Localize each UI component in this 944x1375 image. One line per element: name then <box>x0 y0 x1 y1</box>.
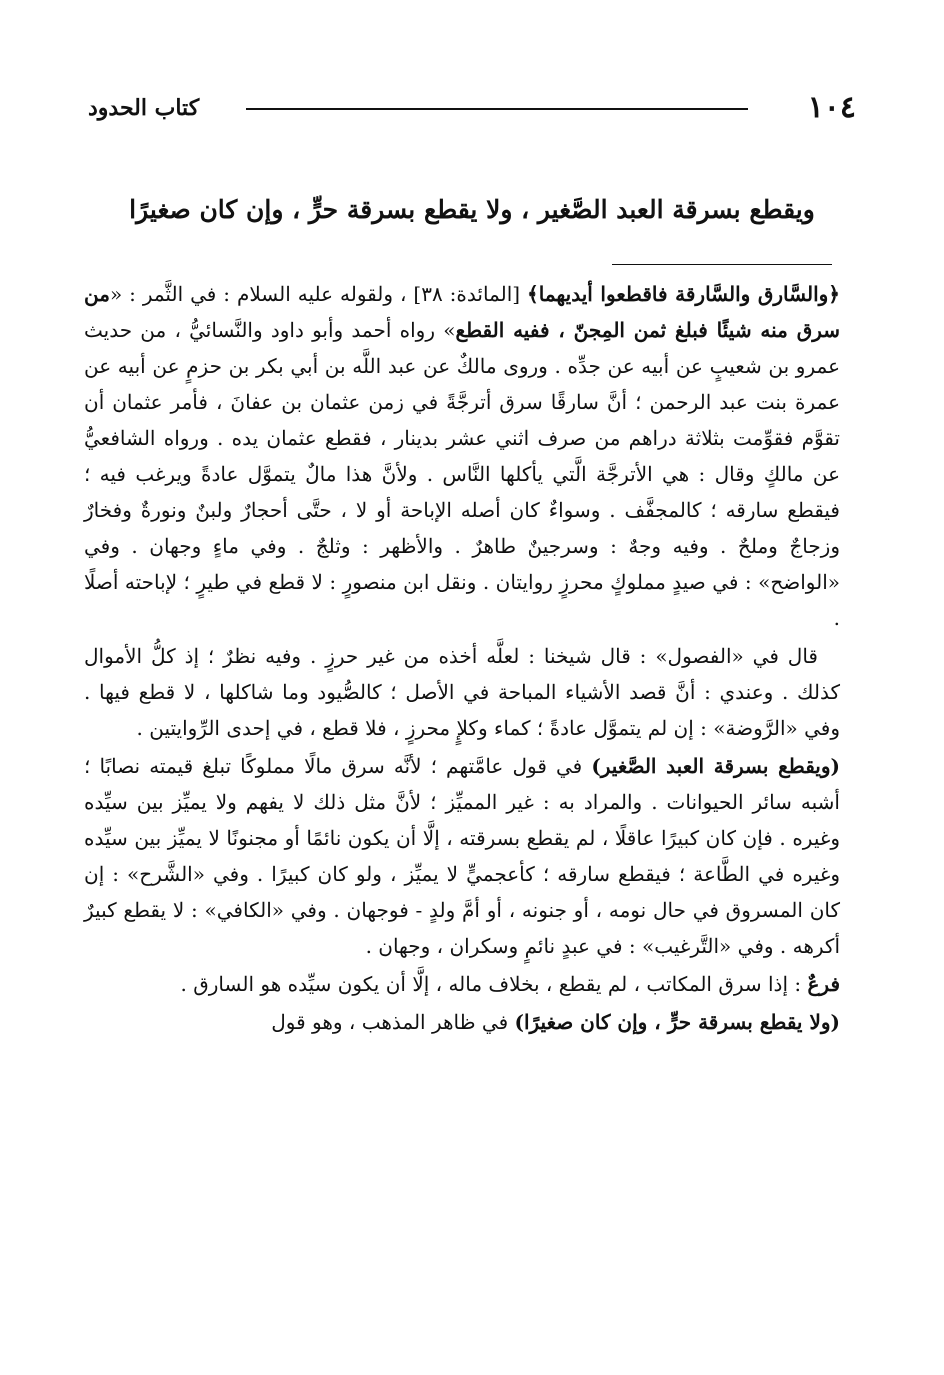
text-run: في ظاهر المذهب ، وهو قول <box>271 1010 515 1034</box>
bold-quote: (ويقطع بسرقة العبد الصَّغير) <box>591 754 840 778</box>
text-run: » رواه أحمد وأبو داود والنَّسائيُّ ، من حديث عمرو بن شعيبٍ عن أبيه عن جدِّه . وروى مالكٌ عن عبد اللَّه بن أبي بكر بن حزمٍ عن أبيه عن عمرة بنت عبد الرحمن ؛ أنَّ سارقًا سرق أترجَّةً في زمن عثمان بن عفانَ ، فأمر عثمان أن تقوَّم فقوِّمت بثلاثة دراهم من صرف اثني عشر بدينار ، فقطع عثمان يده . ورواه الشافعيُّ عن مالكٍ وقال : هي الأترجَّة الَّتي يأكلها النَّاس . ولأنَّ هذا مالٌ يتموَّل عادةً ويرغب فيه ؛ فيقطع سارقه ؛ كالمجفَّف . وسواءٌ كان أصله الإباحة أو لا ، حتَّى أحجارٌ ولبنٌ ونورةٌ وفخارٌ وزجاجٌ وملحٌ . وفيه وجهٌ : وسرجينٌ طاهرٌ . والأظهر : وثلجٌ . وفي ماءٍ وجهان . وفي «الواضح» : في صيدٍ مملوكٍ محرزٍ روايتان . ونقل ابن منصورٍ : لا قطع في طيرٍ ؛ لإباحته أصلًا . <box>84 318 841 630</box>
paragraph <box>84 638 840 746</box>
matn-text: ويقطع بسرقة العبد الصَّغير ، ولا يقطع بسرقة حرٍّ ، وإن كان صغيرًا <box>129 195 815 224</box>
bold-quote: من سرق منه شيئًا فبلغ ثمن المِجنّ ، ففيه القطع <box>84 282 840 342</box>
paragraph <box>84 748 840 964</box>
commentary-text <box>84 276 840 1042</box>
paragraph <box>84 1004 840 1040</box>
bold-quote: ﴿والسَّارق والسَّارقة فاقطعوا أيديهما﴾ <box>527 282 841 306</box>
text-run: في قول عامَّتهم ؛ لأنَّه سرق مالًا مملوكًا تبلغ قيمته نصابًا ؛ أشبه سائر الحيوانات . والمراد به : غير المميِّز ؛ لأنَّ مثل ذلك لا يفهم ولا يميِّز بين سيِّده وغيره . فإن كان كبيرًا عاقلًا ، لم يقطع بسرقته ، إلَّا أن يكون نائمًا أو مجنونًا لا يميِّز بين سيِّده وغيره في الطَّاعة ؛ فيقطع سارقه ؛ كأعجميٍّ لا يميِّز ، ولو كان كبيرًا . وفي «الشَّرح» : إن كان المسروق في حال نومه ، أو جنونه ، أو أمَّ ولدٍ - فوجهان . وفي «الكافي» : لا يقطع كبيرٌ أكرهه . وفي «التَّرغيب» : في عبدٍ نائمٍ وسكران ، وجهان . <box>84 754 840 958</box>
text-run: : إذا سرق المكاتب ، لم يقطع ، بخلاف ماله ، إلَّا أن يكون سيِّده هو السارق . <box>180 972 808 996</box>
bold-quote: فرعٌ <box>807 972 840 996</box>
text-run: قال في «الفصول» : قال شيخنا : لعلَّه أخذه من غير حرزٍ . وفيه نظرٌ ؛ إذ كلُّ الأموال كذلك . وعندي : أنَّ قصد الأشياء المباحة في الأصل ؛ كالصُّيود وما شاكلها ، لا قطع فيها . وفي «الرَّوضة» : إن لم يتموَّل عادةً ؛ كماء وكلإٍ محرزٍ ، فلا قطع ، في إحدى الرِّوايتين . <box>84 644 840 740</box>
text-run: [المائدة: ٣٨] ، ولقوله عليه السلام : في الثَّمر : « <box>109 282 528 306</box>
paragraph <box>84 966 840 1002</box>
paragraph <box>84 276 840 636</box>
footnote-separator <box>612 264 832 265</box>
bold-quote: (ولا يقطع بسرقة حرٍّ ، وإن كان صغيرًا) <box>514 1010 840 1034</box>
page-header <box>88 88 856 128</box>
page-number: ١٠٤ <box>807 90 856 125</box>
header-rule <box>246 108 748 110</box>
running-title: كتاب الحدود <box>88 95 200 121</box>
